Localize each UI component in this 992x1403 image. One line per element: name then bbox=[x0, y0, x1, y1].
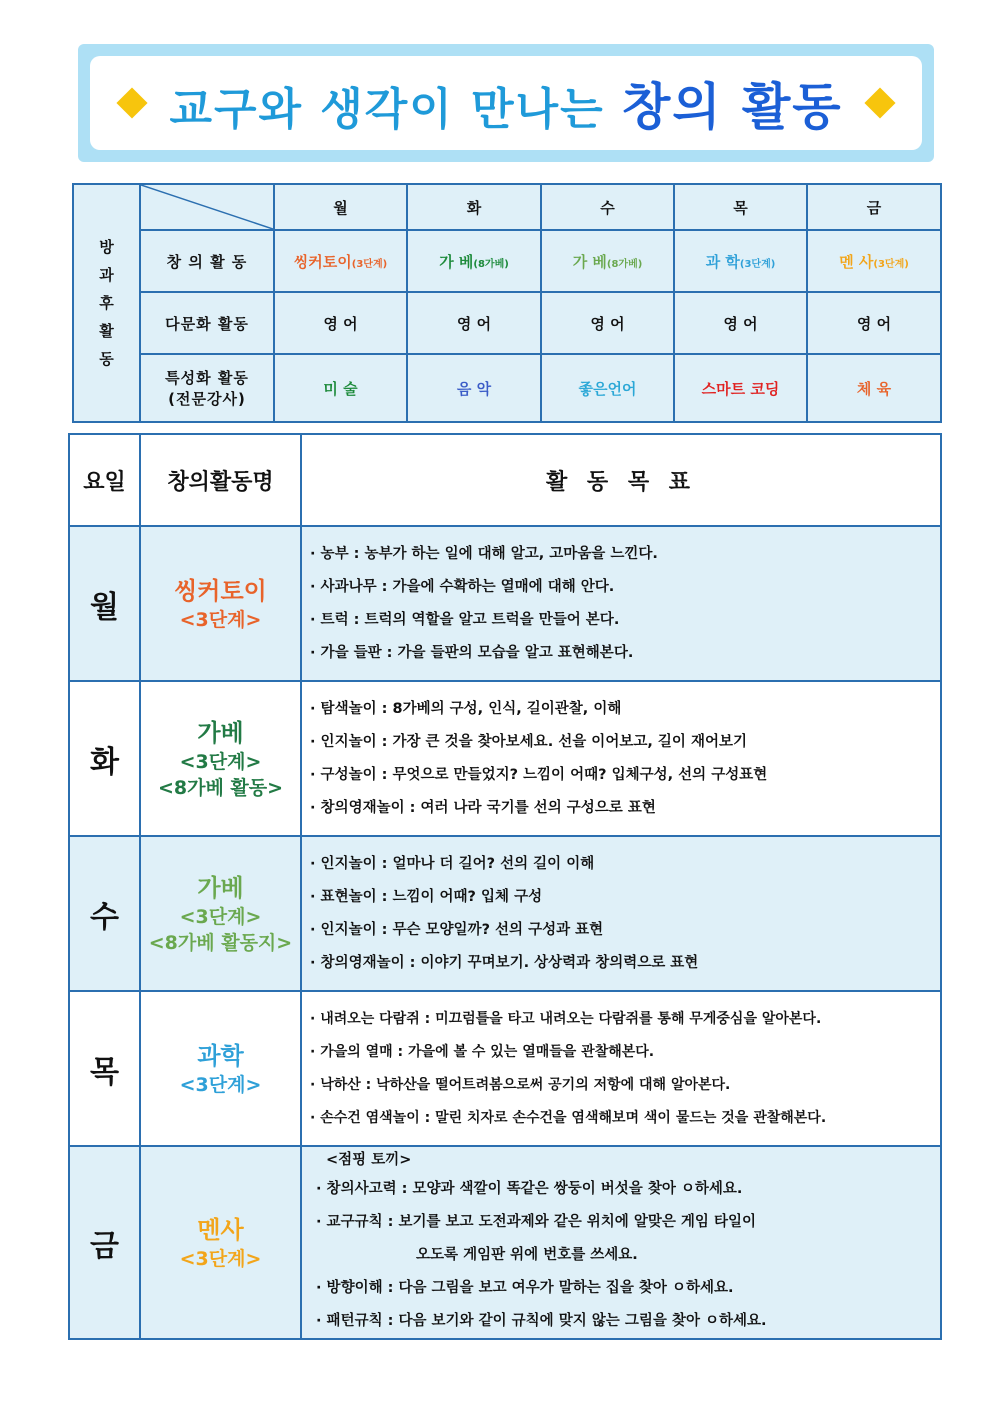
day-tue: 화 bbox=[69, 681, 140, 836]
creative-fri: 멘 사(3단계) bbox=[807, 230, 941, 292]
special-mon: 미 술 bbox=[274, 354, 407, 422]
creative-thu: 과 학(3단계) bbox=[674, 230, 807, 292]
day-header-wed: 수 bbox=[541, 184, 674, 230]
header-activity-goal: 활 동 목 표 bbox=[301, 434, 941, 526]
goal-row-tue bbox=[69, 681, 941, 836]
activity-name-mon: 씽커토이 <3단계> bbox=[140, 526, 301, 681]
goals-fri: <점핑 토끼> · 창의사고력 : 모양과 색깔이 똑같은 쌍둥이 버섯을 찾아 ㅇ하세요. · 교구규칙 : 보기를 보고 도전과제와 같은 위치에 알맞은 게임 타일이 오도록 게임판 위에 번호를 쓰세요. · 방향이해 : 다음 그림을 보고 여우가 말하는 집을 찾아 ㅇ하세요. · 패턴규칙 : 다음 보기와 같이 규칙에 맞지 않는 그림을 찾아 ㅇ하세요. bbox=[301, 1146, 941, 1339]
goals-mon: · 농부 : 농부가 하는 일에 대해 알고, 고마움을 느낀다. · 사과나무 : 가을에 수확하는 열매에 대해 안다. · 트럭 : 트럭의 역할을 알고 트럭을 만들어 본다. · 가을 들판 : 가을 들판의 모습을 알고 표현해본다. bbox=[301, 526, 941, 681]
goals-tue: · 탐색놀이 : 8가베의 구성, 인식, 길이관찰, 이해 · 인지놀이 : 가장 큰 것을 찾아보세요. 선을 이어보고, 길이 재어보기 · 구성놀이 : 무엇으로 만들었지? 느낌이 어때? 입체구성, 선의 구성표현 · 창의영재놀이 : 여러 나라 국기를 선의 구성으로 표현 bbox=[301, 681, 941, 836]
diamond-icon-left bbox=[117, 87, 148, 118]
goals-thu: · 내려오는 다람쥐 : 미끄럼틀을 타고 내려오는 다람쥐를 통해 무게중심을 알아본다. · 가을의 열매 : 가을에 볼 수 있는 열매들을 관찰해본다. · 낙하산 : 낙하산을 떨어트려봄으로써 공기의 저항에 대해 알아본다. · 손수건 염색놀이 : 말린 치자로 손수건을 염색해보며 색이 물드는 것을 관찰해본다. bbox=[301, 991, 941, 1146]
goal-row-wed bbox=[69, 836, 941, 991]
multicultural-mon: 영 어 bbox=[274, 292, 407, 354]
activity-name-tue: 가베 <3단계> <8가베 활동> bbox=[140, 681, 301, 836]
day-header-fri: 금 bbox=[807, 184, 941, 230]
header-day: 요일 bbox=[69, 434, 140, 526]
day-header-mon: 월 bbox=[274, 184, 407, 230]
row-label-creative: 창 의 활 동 bbox=[140, 230, 274, 292]
weekly-schedule-table bbox=[72, 183, 942, 423]
creative-tue: 가 베(8가베) bbox=[407, 230, 541, 292]
special-tue: 음 악 bbox=[407, 354, 541, 422]
multicultural-thu: 영 어 bbox=[674, 292, 807, 354]
day-header-thu: 목 bbox=[674, 184, 807, 230]
goals-wed: · 인지놀이 : 얼마나 더 길어? 선의 길이 이해 · 표현놀이 : 느낌이 어때? 입체 구성 · 인지놀이 : 무슨 모양일까? 선의 구성과 표현 · 창의영재놀이 : 이야기 꾸며보기. 상상력과 창의력으로 표현 bbox=[301, 836, 941, 991]
goal-row-fri bbox=[69, 1146, 941, 1339]
special-wed: 좋은언어 bbox=[541, 354, 674, 422]
multicultural-fri: 영 어 bbox=[807, 292, 941, 354]
day-fri: 금 bbox=[69, 1146, 140, 1339]
goal-row-thu bbox=[69, 991, 941, 1146]
row-label-special: 특성화 활동 (전문강사) bbox=[140, 354, 274, 422]
special-fri: 체 육 bbox=[807, 354, 941, 422]
creative-mon: 씽커토이(3단계) bbox=[274, 230, 407, 292]
activity-name-wed: 가베 <3단계> <8가베 활동지> bbox=[140, 836, 301, 991]
activity-goals-table bbox=[68, 433, 942, 1340]
day-thu: 목 bbox=[69, 991, 140, 1146]
row-label-multicultural: 다문화 활동 bbox=[140, 292, 274, 354]
title-banner bbox=[78, 44, 934, 162]
day-header-tue: 화 bbox=[407, 184, 541, 230]
title-emphasis: 창의 활동 bbox=[621, 78, 843, 136]
creative-wed: 가 베(8가베) bbox=[541, 230, 674, 292]
special-thu: 스마트 코딩 bbox=[674, 354, 807, 422]
title-text: 교구와 생각이 만나는 bbox=[169, 84, 605, 135]
multicultural-wed: 영 어 bbox=[541, 292, 674, 354]
page-title bbox=[169, 67, 842, 139]
day-mon: 월 bbox=[69, 526, 140, 681]
day-wed: 수 bbox=[69, 836, 140, 991]
diamond-icon-right bbox=[864, 87, 895, 118]
goal-row-mon bbox=[69, 526, 941, 681]
title-banner-inner bbox=[90, 56, 922, 150]
diagonal-header-cell bbox=[140, 184, 274, 230]
activity-name-fri: 멘사 <3단계> bbox=[140, 1146, 301, 1339]
header-activity-name: 창의활동명 bbox=[140, 434, 301, 526]
after-school-label: 방 과 후 활 동 bbox=[73, 184, 140, 422]
multicultural-tue: 영 어 bbox=[407, 292, 541, 354]
activity-name-thu: 과학 <3단계> bbox=[140, 991, 301, 1146]
